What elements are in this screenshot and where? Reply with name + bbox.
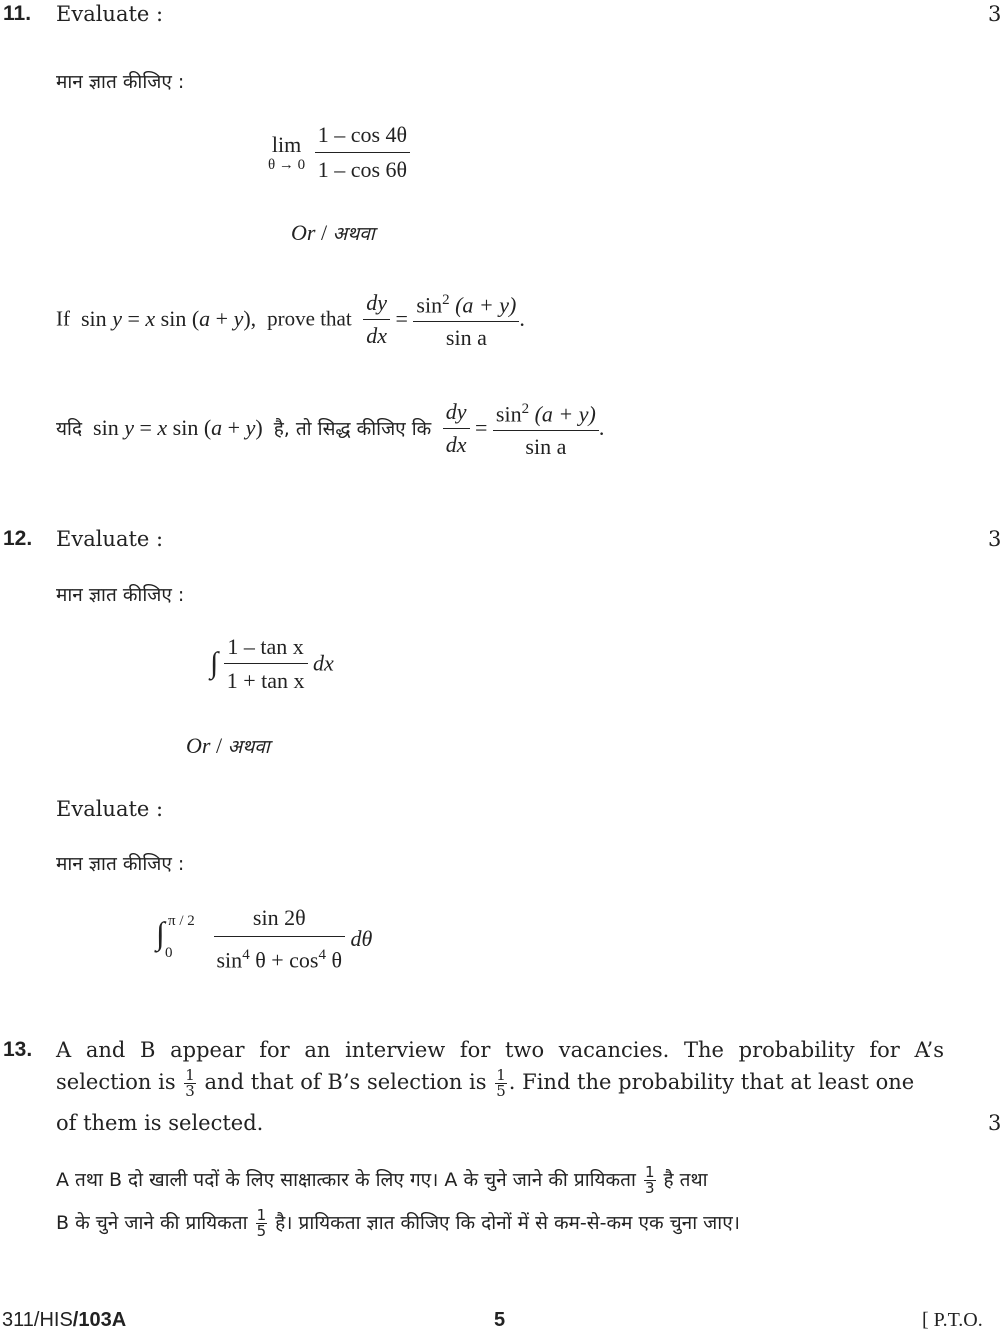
upper-limit: π / 2 (168, 913, 195, 930)
integral-denominator: 1 + tan x (226, 668, 305, 693)
marks: 3 (988, 527, 1002, 551)
derivative-statement-hi: यदि sin y = x sin (a + y) है, तो सिद्ध कीजिए कि $\frac{dy}{dx}$ = $\frac{\sin^2 (a + y)}{\text{sin a}}$ . (56, 393, 604, 463)
paper-code-bold: /103A (72, 1309, 127, 1331)
paper-code-prefix: 311/HIS (2, 1309, 73, 1331)
if-word-hi: यदि (56, 418, 83, 441)
rhs-arg: (a + y) (455, 292, 517, 318)
q13-selection-is: selection is (56, 1070, 176, 1094)
page-number: 5 (494, 1309, 506, 1331)
or-divider: Or / अथवा (291, 220, 375, 245)
deriv-numerator: dy (363, 287, 390, 320)
deriv-denominator: dx (445, 431, 467, 457)
paper-code (2, 1309, 126, 1332)
question-number: 13. (3, 1038, 33, 1061)
prove-that: prove that (267, 306, 352, 331)
or-divider: Or / अथवा (186, 733, 270, 758)
q13-en-line1: A and B appear for an interview for two vacancies. The probability for A’s (56, 1038, 944, 1062)
rhs-denominator: sin a (445, 325, 487, 351)
integral-sign: ∫ (156, 915, 165, 952)
indefinite-integral (210, 630, 334, 697)
q13-hi-line2: B के चुने जाने की प्रायिकता $\frac{1}{5}$ है। प्रायिकता ज्ञात कीजिए कि दोनों में से कम-से-कम एक चुना जाए। (56, 1206, 740, 1240)
alt-heading-en: Evaluate : (56, 797, 164, 821)
def-numerator: sin 2θ (214, 900, 346, 937)
d-theta: dθ (350, 926, 373, 952)
question-number: 11. (3, 2, 32, 25)
or-label-hi: अथवा (332, 223, 375, 245)
or-label-hi: अथवा (227, 736, 270, 758)
question-heading-en: Evaluate : (56, 2, 164, 26)
if-word: If (56, 306, 70, 331)
q13-hi-line1: A तथा B दो खाली पदों के लिए साक्षात्कार के लिए गए। A के चुने जाने की प्रायिकता $\frac{1}{3}$ है तथा (56, 1163, 708, 1197)
prove-that-hi: है, तो सिद्ध कीजिए कि (273, 418, 432, 441)
rhs-denominator: sin a (525, 434, 567, 460)
rhs-sin: sin (416, 292, 443, 318)
rhs-power: 2 (442, 292, 450, 308)
limit-word: lim (271, 131, 302, 157)
alt-heading-hi: मान ज्ञात कीजिए : (56, 853, 185, 875)
integral-sign: ∫ (210, 646, 219, 680)
q13-en-line3: of them is selected. (56, 1111, 264, 1135)
or-label-en: Or (186, 733, 211, 758)
def-denominator: $\sin^4 \theta + \cos^4 \theta$ (216, 947, 343, 973)
pto-label: [ P.T.O. (922, 1309, 983, 1331)
limit-subscript: θ → 0 (268, 156, 306, 173)
deriv-numerator: dy (443, 396, 470, 429)
or-label-en: Or (291, 220, 316, 245)
question-heading-hi: मान ज्ञात कीजिए : (56, 71, 185, 93)
marks: 3 (988, 1111, 1002, 1135)
rhs-sin: sin (495, 401, 522, 427)
rhs-arg: (a + y) (534, 401, 596, 427)
limit-expression (268, 118, 410, 187)
deriv-denominator: dx (366, 322, 387, 348)
limit-denominator: 1 – cos 6θ (317, 157, 408, 182)
question-heading-en: Evaluate : (56, 527, 164, 551)
lower-limit: 0 (165, 945, 173, 962)
rhs-power: 2 (521, 401, 530, 417)
q13-find: . Find the probability that at least one (508, 1070, 915, 1094)
q13-b-selection: and that of B’s selection is (204, 1070, 487, 1094)
integral-numerator: 1 – tan x (224, 630, 308, 664)
definite-integral (156, 900, 372, 978)
question-heading-hi: मान ज्ञात कीजिए : (56, 584, 185, 606)
question-number: 12. (3, 527, 33, 550)
marks: 3 (988, 2, 1002, 26)
q13-en-line2: selection is $\frac{1}{3}$ and that of B’s selection is $\frac{1}{5}$ . Find the probability that at least one (56, 1066, 915, 1100)
integral-dx: dx (313, 650, 334, 676)
limit-numerator: 1 – cos 4θ (315, 118, 410, 153)
derivative-statement-en: If sin y = x sin (a + y), prove that $\frac{dy}{dx}$ = $\frac{\sin^2 (a + y)}{\text{sin a}}$ . (56, 284, 525, 354)
